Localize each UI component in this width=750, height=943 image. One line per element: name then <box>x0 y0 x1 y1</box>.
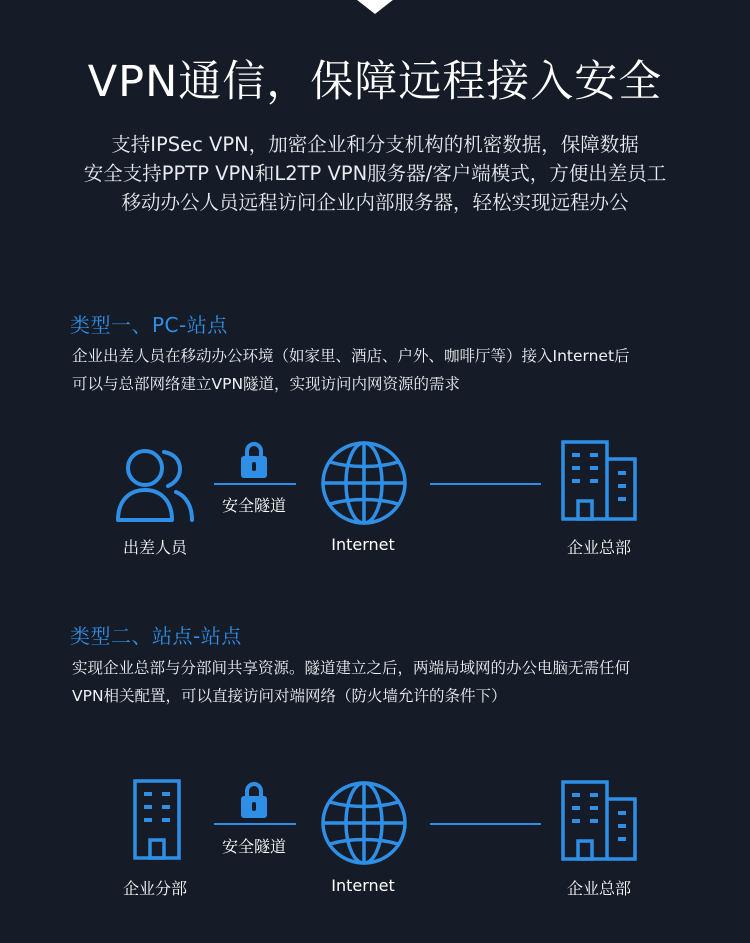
intro-line: 移动办公人员远程访问企业内部服务器，轻松实现远程办公 <box>121 191 629 214</box>
connection-line <box>430 823 541 825</box>
connection-line <box>430 483 541 485</box>
building-icon <box>560 779 638 861</box>
intro-line: 安全支持PPTP VPN和L2TP VPN服务器/客户端模式，方便出差员工 <box>83 162 667 185</box>
building-icon <box>560 439 638 521</box>
diagram2-middle-label: Internet <box>331 876 395 895</box>
intro-text <box>0 130 750 217</box>
user-icon <box>114 446 196 522</box>
section1-desc-line: 企业出差人员在移动办公环境（如家里、酒店、户外、咖啡厅等）接入Internet后 <box>72 347 630 365</box>
section2-description <box>72 654 630 710</box>
building-icon <box>132 778 182 860</box>
section2-title: 类型二、站点-站点 <box>70 624 242 648</box>
page-title: VPN通信，保障远程接入安全 <box>87 57 663 107</box>
top-notch-decoration <box>350 0 400 18</box>
diagram1-right-label: 企业总部 <box>566 538 631 557</box>
globe-icon <box>320 780 408 866</box>
tunnel-line <box>214 483 296 485</box>
section2-desc-line: VPN相关配置，可以直接访问对端网络（防火墙允许的条件下） <box>72 687 507 705</box>
diagram2-right-label: 企业总部 <box>566 879 631 898</box>
diagram2-left-label: 企业分部 <box>122 879 187 898</box>
lock-icon <box>240 781 268 819</box>
diagram1-middle-label: Internet <box>331 535 395 554</box>
tunnel-line <box>214 823 296 825</box>
intro-line: 支持IPSec VPN，加密企业和分支机构的机密数据，保障数据 <box>111 133 639 156</box>
section1-title: 类型一、PC-站点 <box>70 313 228 337</box>
section1-desc-line: 可以与总部网络建立VPN隧道，实现访问内网资源的需求 <box>72 375 461 393</box>
lock-icon <box>240 441 268 479</box>
section1-description <box>72 342 630 398</box>
diagram2-tunnel-label: 安全隧道 <box>222 837 287 856</box>
diagram1-left-label: 出差人员 <box>122 538 187 557</box>
section2-desc-line: 实现企业总部与分部间共享资源。隧道建立之后，两端局域网的办公电脑无需任何 <box>72 659 631 677</box>
diagram1-tunnel-label: 安全隧道 <box>222 496 287 515</box>
globe-icon <box>320 440 408 526</box>
